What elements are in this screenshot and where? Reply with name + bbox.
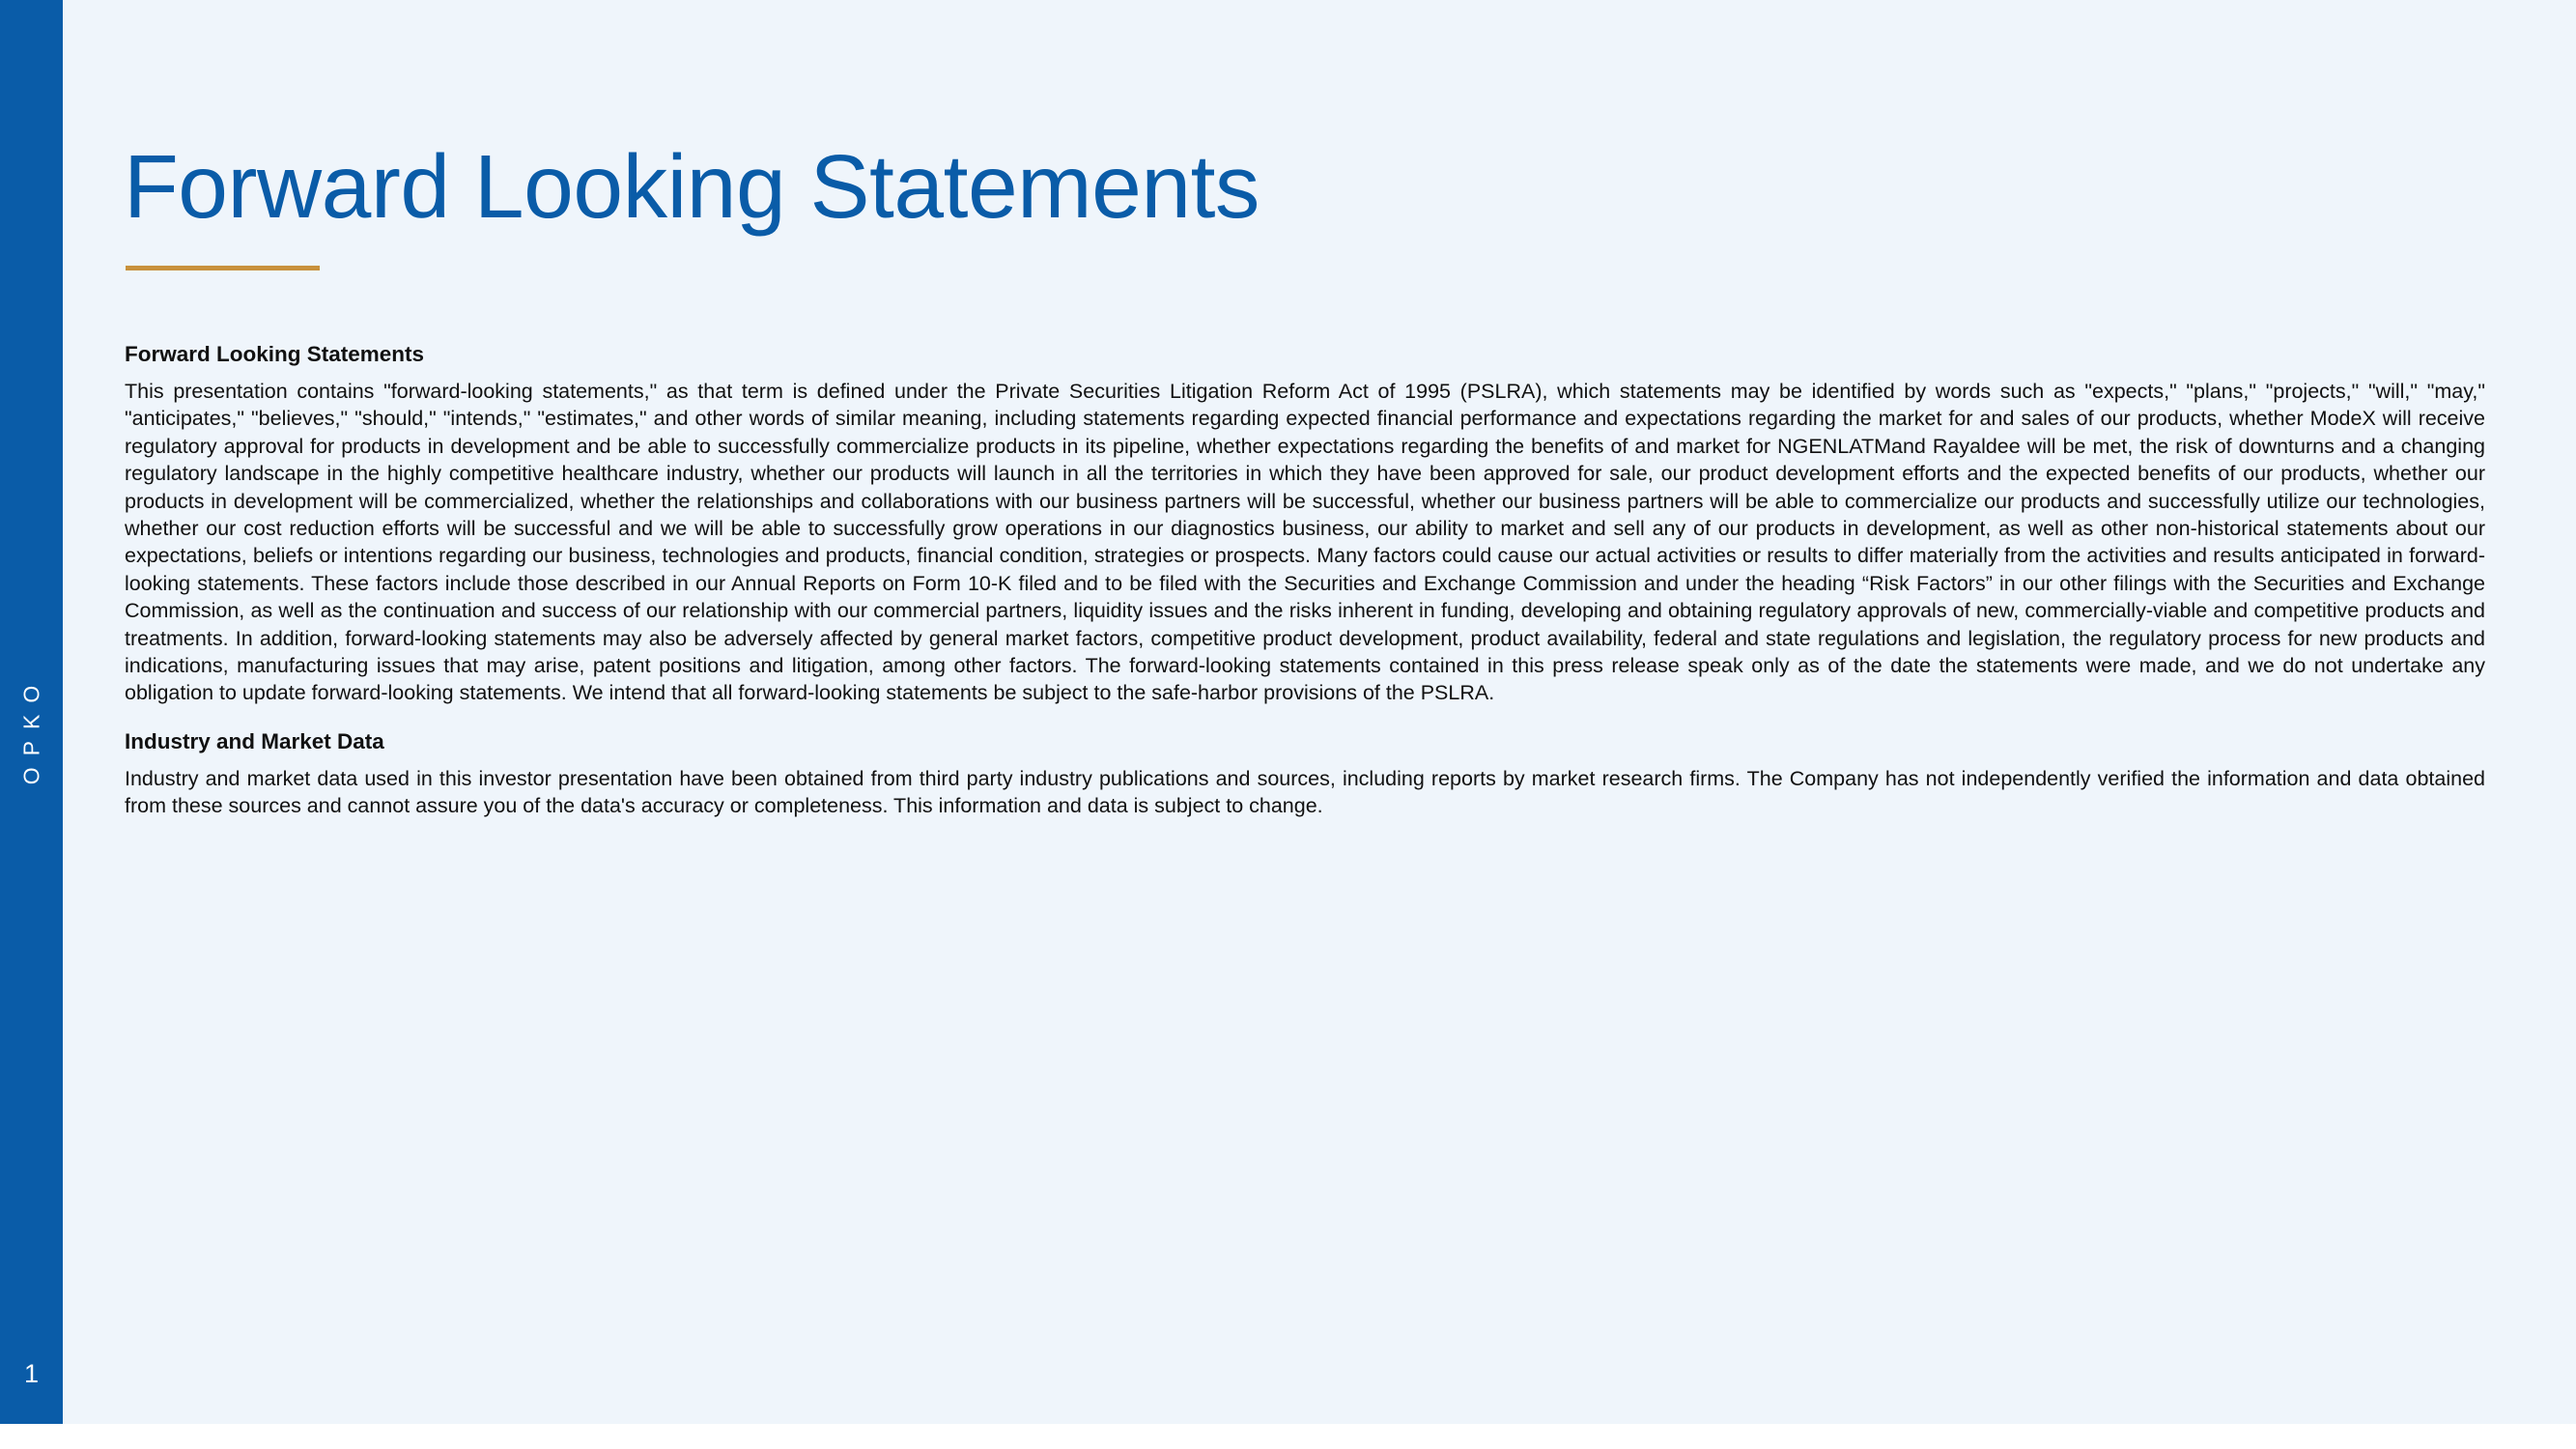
section-industry-and-market-data [125,728,2485,820]
page-number: 1 [23,1359,40,1388]
section-body: Industry and market data used in this investor presentation have been obtained from third party industry publications and sources, including reports by market research firms. The Company has not independently verified the information and data obtained from these sources and cannot assure you of the data's accuracy or completeness. This information and data is subject to change. [125,766,2485,818]
title-underline [126,266,320,270]
section-body: This presentation contains "forward-looking statements," as that term is defined under the Private Securities Litigation Reform Act of 1995 (PSLRA), which statements may be identified by words such as "expects," "plans," "projects," "will," "may," "anticipates," "believes," "should," "intends," "estimates," and other words of similar meaning, including statements regarding expected financial performance and expectations regarding the market for and sales of our products, whether ModeX will receive regulatory approval for products in development and be able to successfully commercialize products in its pipeline, whether expectations regarding the benefits of and market for NGENLATMand Rayaldee will be met, the risk of downturns and a changing regulatory landscape in the highly competitive healthcare industry, whether our products will launch in all the territories in which they have been approved for sale, our product development efforts and the expected benefits of our products, whether our products in development will be commercialized, whether the relationships and collaborations with our business partners will be successful, whether our business partners will be able to commercialize our products and successfully utilize our technologies, whether our cost reduction efforts will be successful and we will be able to successfully grow operations in our diagnostics business, our ability to market and sell any of our products in development, as well as other non-historical statements about our expectations, beliefs or intentions regarding our business, technologies and products, financial condition, strategies or prospects. Many factors could cause our actual activities or results to differ materially from the activities and results anticipated in forward-looking statements. These factors include those described in our Annual Reports on Form 10-K filed and to be filed with the Securities and Exchange Commission and under the heading “Risk Factors” in our other filings with the Securities and Exchange Commission, as well as the continuation and success of our relationship with our commercial partners, liquidity issues and the risks inherent in funding, developing and obtaining regulatory approvals of new, commercially-viable and competitive products and treatments. In addition, forward-looking statements may also be adversely affected by general market factors, competitive product development, product availability, federal and state regulations and legislation, the regulatory process for new products and indications, manufacturing issues that may arise, patent positions and litigation, among other factors. The forward-looking statements contained in this press release speak only as of the date the statements were made, and we do not undertake any obligation to update forward-looking statements. We intend that all forward-looking statements be subject to the safe-harbor provisions of the PSLRA. [125,380,2485,705]
page-title: Forward Looking Statements [124,136,1260,237]
section-forward-looking-statements [125,341,2485,707]
sidebar [0,0,63,1424]
section-heading: Forward Looking Statements [125,342,425,366]
content-area [125,341,2485,820]
section-heading: Industry and Market Data [125,728,384,753]
brand-logo-text: OPKO [18,673,44,785]
